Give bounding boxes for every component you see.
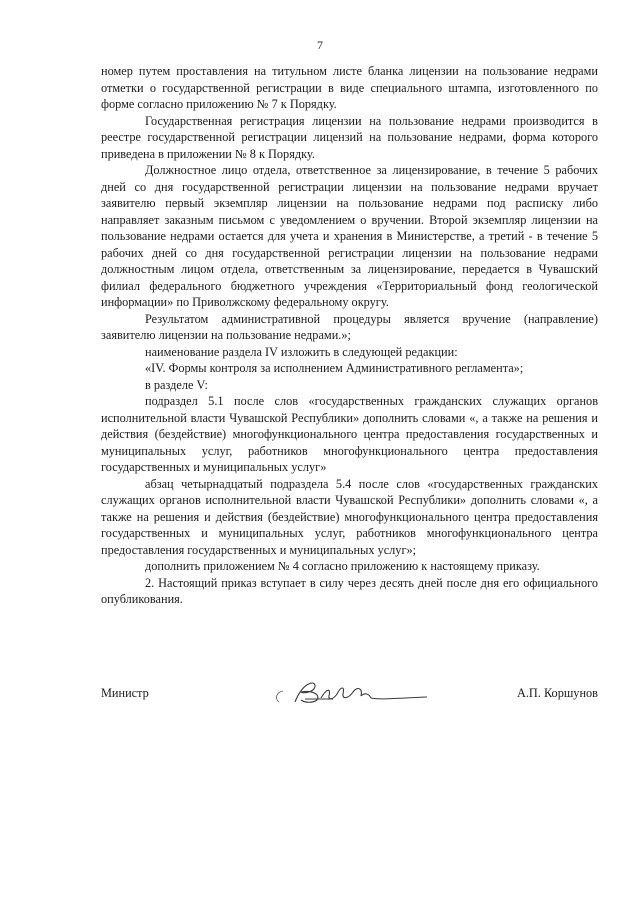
paragraph-5: наименование раздела IV изложить в следующей редакции: [145, 344, 458, 359]
handwritten-signature [271, 672, 431, 712]
paragraph-9: абзац четырнадцатый подраздела 5.4 после слов «государственных гражданских служащих органов исполнительной власти Чувашской Республики» дополнить словами «, а также на решения и действия (бездействие) многофункционального центра предоставления государственных и муниципальных услуг, работников многофункционального центра предоставления государственных и муниципальных услуг»; [101, 476, 598, 557]
paragraph-11: 2. Настоящий приказ вступает в силу через десять дней после дня его официального опубликования. [101, 575, 598, 606]
paragraph-1: номер путем проставления на титульном листе бланка лицензии на пользование недрами отметки о государственной регистрации в виде специального штампа, изготовленного по форме согласно приложению № 7 к Порядку. [101, 64, 598, 111]
paragraph-7: в разделе V: [145, 377, 208, 392]
page-number: 7 [317, 38, 323, 52]
paragraph-10: дополнить приложением № 4 согласно приложению к настоящему приказу. [145, 559, 540, 573]
signatory-position: Министр [101, 686, 149, 700]
paragraph-6: «IV. Формы контроля за исполнением Административного регламента»; [145, 361, 524, 375]
paragraph-3: Должностное лицо отдела, ответственное за лицензирование, в течение 5 рабочих дней со дня государственной регистрации лицензии на пользование недрами вручает заявителю первый экземпляр лицензии на пользование недрами под расписку либо направляет заказным письмом с уведомлением о вручении. Второй экземпляр лицензии на пользование недрами остается для учета и хранения в Министерстве, а третий - в течение 5 рабочих дней со дня государственной регистрации лицензии на пользование недрами должностным лицом отдела, ответственным за лицензирование, передается в Чувашский филиал федерального бюджетного учреждения «Территориальный фонд геологической информации» по Приволжскому федеральному округу. [101, 163, 598, 309]
signatory-name: А.П. Коршунов [516, 686, 598, 700]
paragraph-2: Государственная регистрация лицензии на пользование недрами производится в реестре государственной регистрации лицензий на пользование недрами, форма которого приведена в приложении № 8 к Порядку. [101, 113, 598, 161]
paragraph-4: Результатом административной процедуры является вручение (направление) заявителю лицензии на пользование недрами.»; [101, 311, 598, 342]
signature-block [101, 672, 598, 712]
document-body [101, 63, 598, 608]
paragraph-8: подраздел 5.1 после слов «государственных гражданских служащих органов исполнительной власти Чувашской Республики» дополнить словами «, а также на решения и действия (бездействие) многофункционального центра предоставления государственных и муниципальных услуг, работников многофункционального центра предоставления государственных и муниципальных услуг» [101, 394, 598, 474]
